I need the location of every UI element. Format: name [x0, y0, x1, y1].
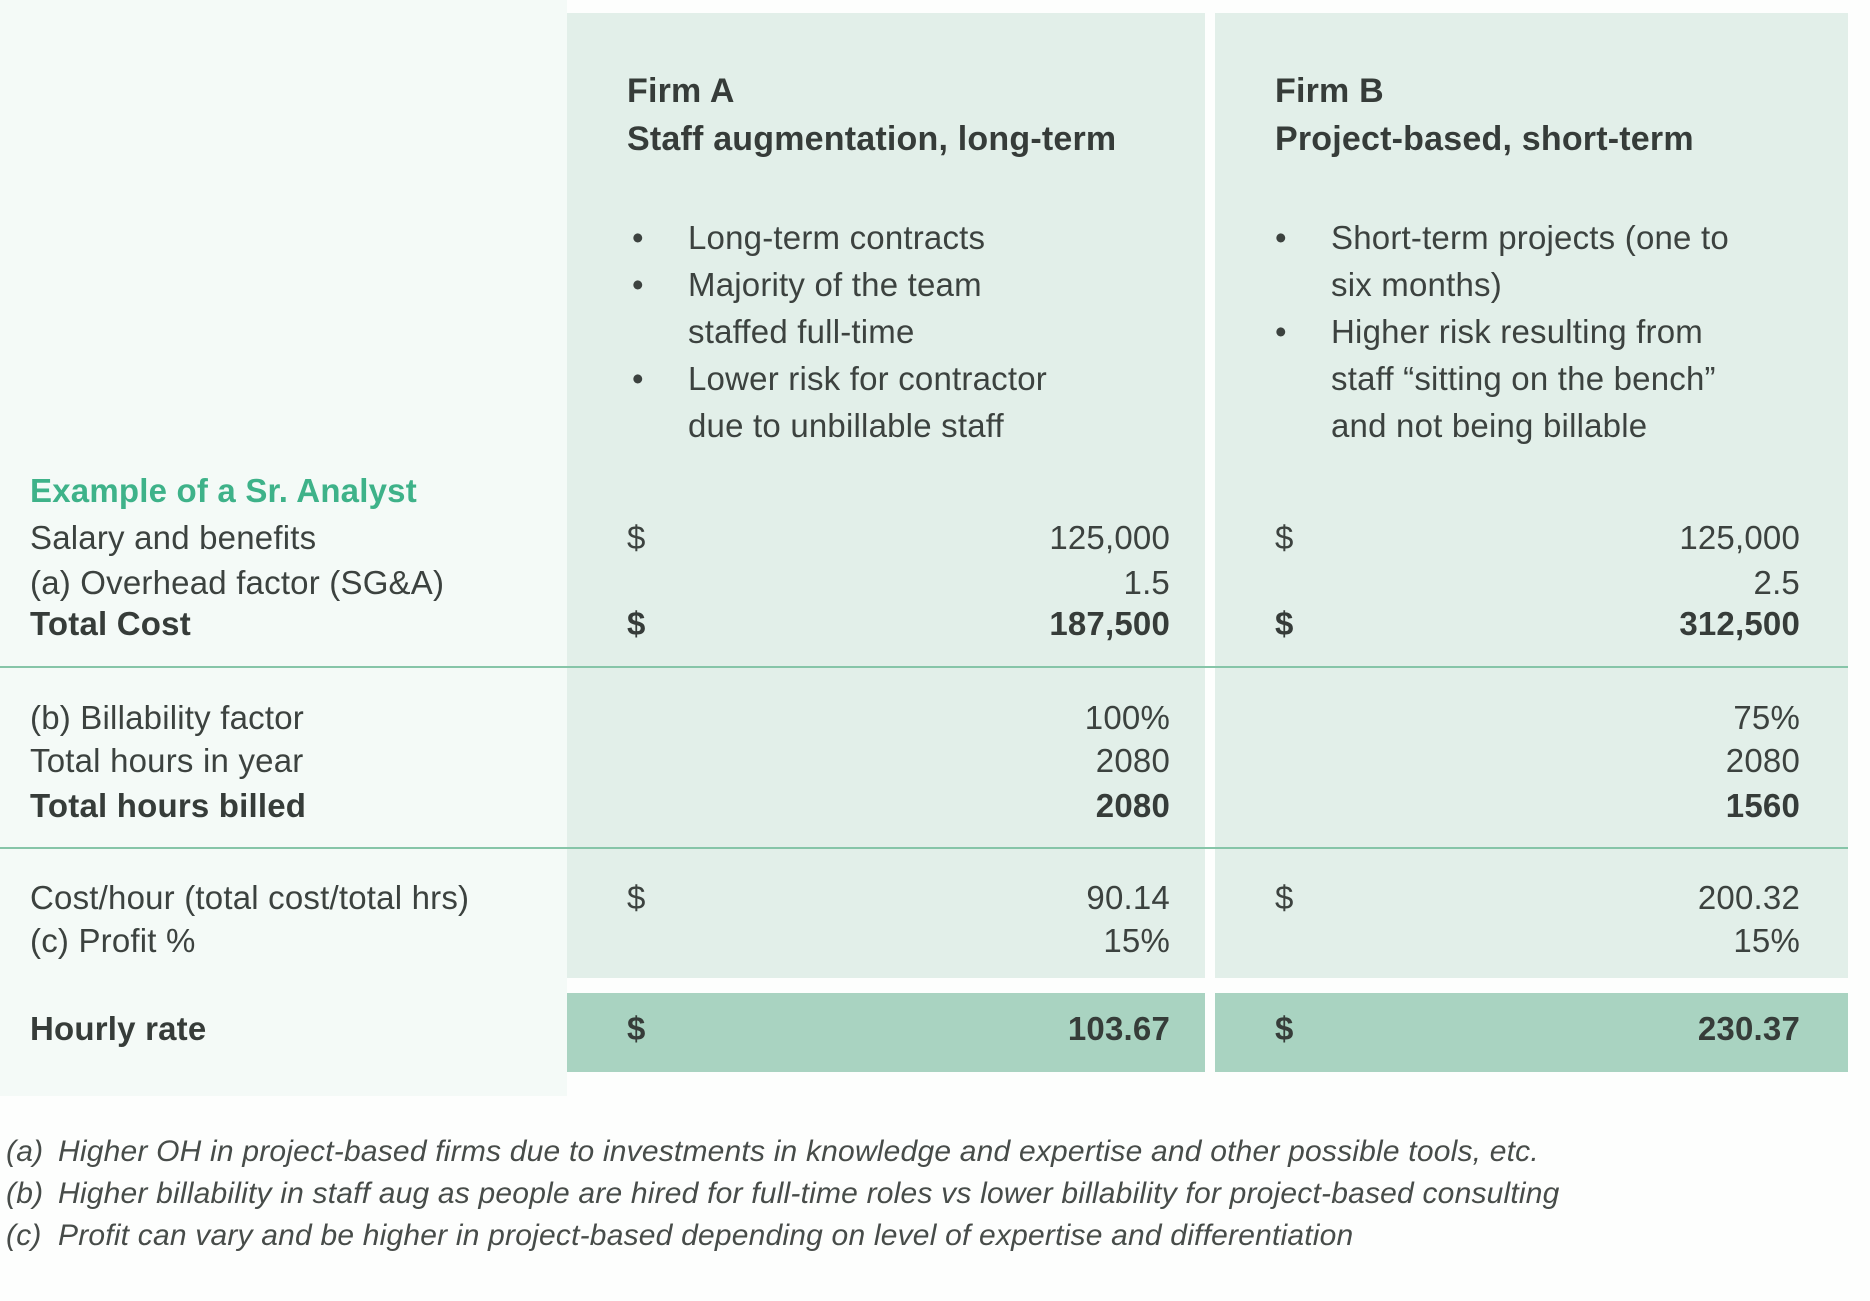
bullet-text: Short-term projects (one to six months) — [1331, 219, 1729, 303]
firm-b-header — [1275, 67, 1694, 163]
firm-a-bullet-list — [632, 214, 1080, 449]
firm-a-currency-symbol: $ — [627, 1010, 646, 1047]
firm-b-currency-symbol: $ — [1275, 519, 1294, 556]
row-label: (c) Profit % — [30, 922, 196, 959]
bullet-item — [1275, 214, 1731, 308]
footnote-marker: (a) — [6, 1135, 44, 1168]
bullet-text: Long-term contracts — [688, 219, 986, 256]
firm-b-subtitle: Project-based, short-term — [1275, 120, 1694, 158]
bullet-text: Higher risk resulting from staff “sitting on the bench” and not being billable — [1331, 313, 1716, 444]
section-label: Example of a Sr. Analyst — [30, 472, 417, 509]
firm-b-value: 2080 — [1725, 742, 1800, 779]
footnote — [6, 1131, 1539, 1173]
footnote-text: Profit can vary and be higher in project-based depending on level of expertise and differentiation — [58, 1219, 1354, 1252]
firm-b-title: Firm B — [1275, 72, 1384, 110]
row-label: Cost/hour (total cost/total hrs) — [30, 879, 470, 916]
firm-b-value: 1560 — [1725, 787, 1800, 824]
firm-a-subtitle: Staff augmentation, long-term — [627, 120, 1117, 158]
bullet-item — [632, 261, 1080, 355]
row-label: Total Cost — [30, 605, 191, 642]
table-row — [0, 918, 1848, 963]
firm-a-value: 103.67 — [1067, 1010, 1170, 1047]
bullet-icon: • — [1275, 313, 1287, 350]
bullet-icon: • — [1275, 219, 1287, 256]
section-divider — [0, 666, 1848, 668]
row-label: Total hours billed — [30, 787, 307, 824]
firm-a-value: 2080 — [1095, 742, 1170, 779]
firm-a-value: 2080 — [1095, 787, 1170, 824]
firm-a-value: 1.5 — [1123, 564, 1170, 601]
firm-a-currency-symbol: $ — [627, 879, 646, 916]
firm-a-value: 90.14 — [1086, 879, 1170, 916]
footnote — [6, 1173, 1560, 1215]
bullet-item — [632, 214, 1080, 261]
firm-a-title: Firm A — [627, 72, 735, 110]
table-row — [0, 515, 1848, 560]
firm-a-value: 100% — [1084, 699, 1170, 736]
firm-a-value: 15% — [1103, 922, 1170, 959]
bullet-icon: • — [632, 219, 644, 256]
row-label: (a) Overhead factor (SG&A) — [30, 564, 445, 601]
footnote — [6, 1215, 1353, 1257]
bullet-item — [632, 355, 1080, 449]
firm-b-value: 75% — [1733, 699, 1800, 736]
table-row — [0, 560, 1848, 605]
row-label: Salary and benefits — [30, 519, 317, 556]
section-divider — [0, 847, 1848, 849]
firm-a-value: 125,000 — [1049, 519, 1170, 556]
row-label: Total hours in year — [30, 742, 304, 779]
row-label: (b) Billability factor — [30, 699, 304, 736]
firm-b-value: 2.5 — [1753, 564, 1800, 601]
firm-b-value: 15% — [1733, 922, 1800, 959]
table-row — [0, 875, 1848, 920]
table-row — [0, 1006, 1848, 1051]
firm-a-value: 187,500 — [1049, 605, 1170, 642]
row-label: Hourly rate — [30, 1010, 207, 1047]
firm-b-value: 230.37 — [1697, 1010, 1800, 1047]
bullet-text: Lower risk for contractor due to unbillable staff — [688, 360, 1047, 444]
firm-b-value: 200.32 — [1697, 879, 1800, 916]
firm-a-header — [627, 67, 1116, 163]
firm-a-currency-symbol: $ — [627, 519, 646, 556]
firm-b-currency-symbol: $ — [1275, 879, 1294, 916]
firm-b-currency-symbol: $ — [1275, 1010, 1294, 1047]
table-row — [0, 738, 1848, 783]
footnote-text: Higher billability in staff aug as people are hired for full-time roles vs lower billability for project-based consulting — [58, 1177, 1560, 1210]
bullet-icon: • — [632, 360, 644, 397]
table-row — [0, 601, 1848, 646]
footnote-marker: (b) — [6, 1177, 44, 1210]
bullet-text: Majority of the team staffed full-time — [688, 266, 982, 350]
footnote-marker: (c) — [6, 1219, 42, 1252]
table-row — [0, 695, 1848, 740]
firm-a-currency-symbol: $ — [627, 605, 646, 642]
firm-b-value: 125,000 — [1679, 519, 1800, 556]
firm-b-currency-symbol: $ — [1275, 605, 1294, 642]
firm-b-value: 312,500 — [1679, 605, 1800, 642]
bullet-item — [1275, 308, 1731, 449]
bullet-icon: • — [632, 266, 644, 303]
table-row — [0, 783, 1848, 828]
footnote-text: Higher OH in project-based firms due to investments in knowledge and expertise and other possible tools, etc. — [58, 1135, 1539, 1168]
firm-b-bullet-list — [1275, 214, 1731, 449]
